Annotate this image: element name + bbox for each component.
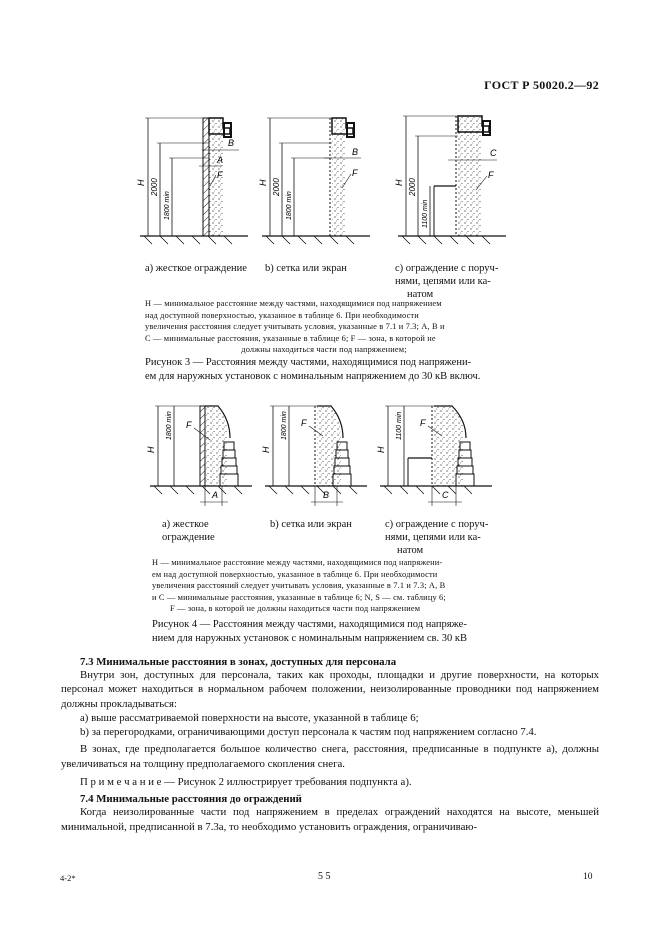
figure-4-legend: H — минимальное расстояние между частями, находящимися под напряжени- ем над доступной поверхностью, указанное в таблице 6. При необходимости увеличения расстояний следует учитывать условия, указанные в 7.1 и 7.3; A, B и C — минимальные расстояния, указанные в таблице 6; N, S — см. таблицу 6; F — зона, в которой не должны находиться части под напряжением [152,558,446,614]
label-B: B [352,147,359,157]
section-7-4-text: Когда неизолированные части под напряжением в пределах ограждений находятся на высоте, меньшей минимальной, предписанной в 7.3а, то необходимо установить ограждения, ограничиваю- [61,806,599,833]
label-F: F [420,418,426,428]
figure-4-caption-c: с) ограждение с поруч- нями, цепями или ка- натом [385,519,489,556]
figure-3-title: Рисунок 3 — Расстояния между частями, находящимися под напряжени- ем для наружных установок с номинальным напряжением до 30 кВ включ. [145,357,481,382]
label-A: A [217,155,224,165]
figure-3-panel-a [136,108,250,248]
section-7-3-note: П р и м е ч а н и е — Рисунок 2 иллюстрирует требования подпункта а). [80,776,412,789]
dim-H: H [258,179,268,186]
dim-1800: 1800 min [166,411,173,440]
footer-left: 4-2* [60,873,76,883]
figure-3-caption-a: a) жесткое ограждение [145,263,247,274]
figure-4-title: Рисунок 4 — Расстояния между частями, находящимися под напряже- нием для наружных установок с номинальным напряжением св. 30 кВ [152,619,467,644]
label-F: F [488,170,494,180]
label-C: C [490,148,497,158]
section-7-3-intro: Внутри зон, доступных для персонала, таких как проходы, площадки и другие поверхности, на которых персонал может находиться в нормальном рабочем положении, неизолированные проводники под напряжением должны прокладываться: [61,669,599,710]
dim-H: H [136,179,146,186]
dim-H: H [394,179,404,186]
dim-2000: 2000 [408,178,417,196]
dim-H: H [376,446,386,453]
dim-1800: 1800 min [286,191,293,220]
dim-H: H [146,446,156,453]
label-B: B [323,490,330,500]
figure-4-panel-c [376,398,495,513]
document-id: ГОСТ Р 50020.2—92 [484,78,599,92]
label-F: F [217,170,223,180]
section-7-3-item-a: а) выше рассматриваемой поверхности на высоте, указанной в таблице 6; [80,711,419,724]
dim-1100: 1100 min [422,199,429,228]
dim-2000: 2000 [272,178,281,196]
dim-2000: 2000 [150,178,159,196]
figure-3-panel-b [258,108,372,248]
section-7-3-item-b: b) за перегородками, ограничивающими доступ персонала к частям под напряжением согласно 7.4. [80,726,537,739]
figure-4-panel-a [146,398,255,513]
footer-page-right: 10 [583,872,593,882]
label-B: B [228,138,235,148]
dim-H: H [261,446,271,453]
section-7-3-heading: 7.3 Минимальные расстояния в зонах, доступных для персонала [80,656,397,668]
body-text [61,656,599,834]
figure-4-caption-a: а) жесткое ограждение [162,519,215,543]
figure-4-panel-b [261,398,370,513]
figure-3-legend: H — минимальное расстояние между частями, находящимися под напряжением над доступной поверхностью, указанное в таблице 6. При необходимости увеличения расстояния следует учитывать условия, указанные в 7.1 и 7.3; A, B и С — минимальные расстояния, указанные в таблице 6; F — зона, в которой не должны находиться части под напряжением; [145,299,445,355]
section-7-4-heading: 7.4 Минимальные расстояния до ограждений [80,793,302,806]
figure-3-caption-b: b) сетка или экран [265,263,347,274]
figure-3-panel-c [394,108,508,248]
figure-4-caption-b: b) сетка или экран [270,519,352,530]
section-7-3-snow: В зонах, где предполагается большое количество снега, расстояния, предписанные в подпункте а), должны увеличиваться на толщину предполагаемого скопления снега. [61,743,599,770]
label-C: C [442,490,449,500]
dim-1800: 1800 min [164,191,171,220]
label-F: F [186,420,192,430]
label-A: A [212,490,219,500]
footer-page-center: 5 5 [318,871,331,882]
dim-1100: 1100 min [396,411,403,440]
dim-1800: 1800 min [281,411,288,440]
figure-3-caption-c: с) ограждение с поруч- нями, цепями или ка- натом [395,263,499,300]
label-F: F [352,168,358,178]
label-F: F [301,418,307,428]
